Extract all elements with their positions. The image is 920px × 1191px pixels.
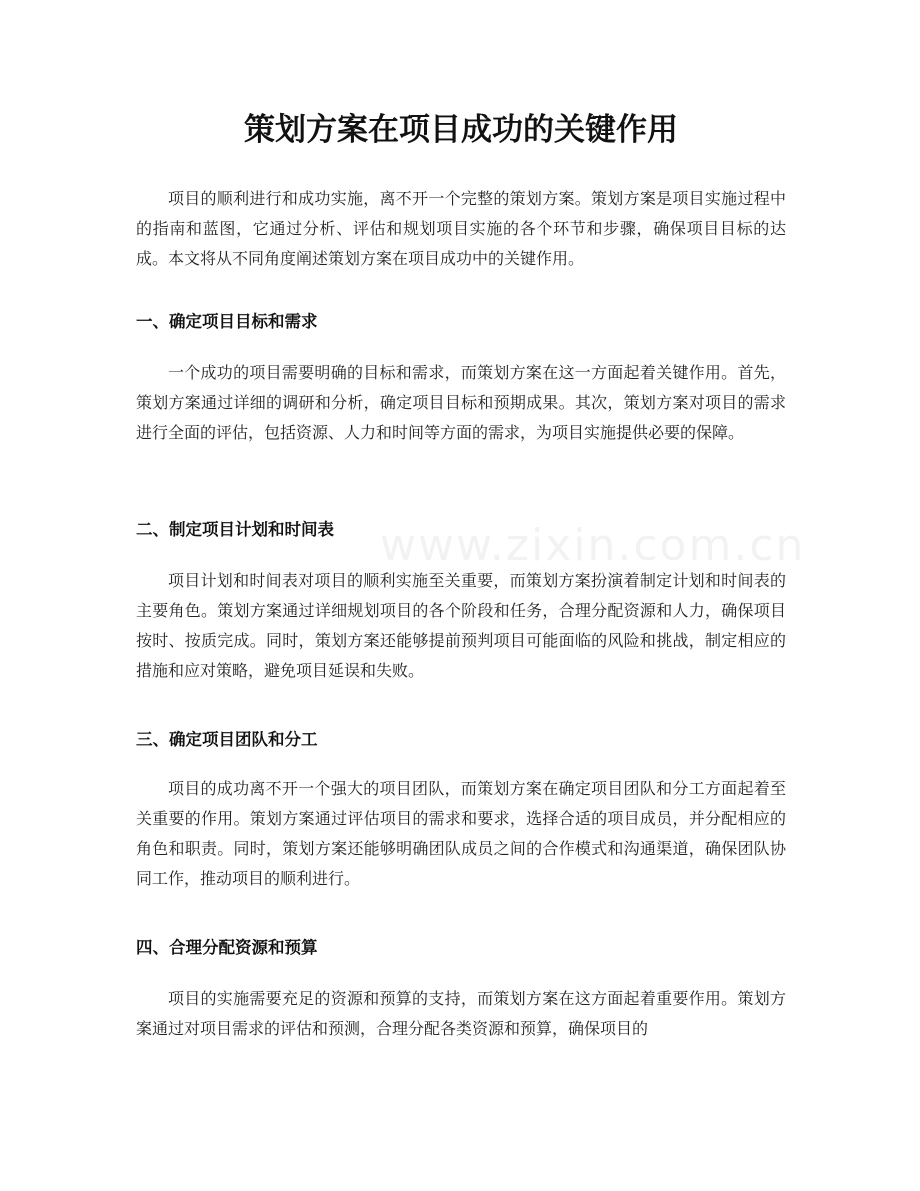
section-body-4: 项目的实施需要充足的资源和预算的支持，而策划方案在这方面起着重要作用。策划方案通过对项目需求的评估和预测，合理分配各类资源和预算，确保项目的 bbox=[136, 989, 786, 1038]
section-heading-3: 三、确定项目团队和分工 bbox=[136, 730, 318, 749]
section-body-1: 一个成功的项目需要明确的目标和需求，而策划方案在这一方面起着关键作用。首先，策划方案通过详细的调研和分析，确定项目目标和预期成果。其次，策划方案对项目的需求进行全面的评估，包括资源、人力和时间等方面的需求，为项目实施提供必要的保障。 bbox=[136, 363, 786, 442]
section-body-3: 项目的成功离不开一个强大的项目团队，而策划方案在确定项目团队和分工方面起着至关重要的作用。策划方案通过评估项目的需求和要求，选择合适的项目成员，并分配相应的角色和职责。同时，策划方案还能够明确团队成员之间的合作模式和沟通渠道，确保团队协同工作，推动项目的顺利进行。 bbox=[136, 779, 786, 888]
intro-paragraph: 项目的顺利进行和成功实施，离不开一个完整的策划方案。策划方案是项目实施过程中的指南和蓝图，它通过分析、评估和规划项目实施的各个环节和步骤，确保项目目标的达成。本文将从不同角度阐述策划方案在项目成功中的关键作用。 bbox=[136, 189, 786, 268]
document-title: 策划方案在项目成功的关键作用 bbox=[244, 112, 678, 148]
watermark: www.zixin.com.cn bbox=[380, 520, 806, 571]
section-heading-4: 四、合理分配资源和预算 bbox=[136, 938, 318, 957]
section-body-2: 项目计划和时间表对项目的顺利实施至关重要，而策划方案扮演着制定计划和时间表的主要角色。策划方案通过详细规划项目的各个阶段和任务，合理分配资源和人力，确保项目按时、按质完成。同时，策划方案还能够提前预判项目可能面临的风险和挑战，制定相应的措施和应对策略，避免项目延误和失败。 bbox=[136, 571, 786, 680]
section-heading-2: 二、制定项目计划和时间表 bbox=[136, 520, 334, 539]
section-heading-1: 一、确定项目目标和需求 bbox=[136, 312, 318, 331]
